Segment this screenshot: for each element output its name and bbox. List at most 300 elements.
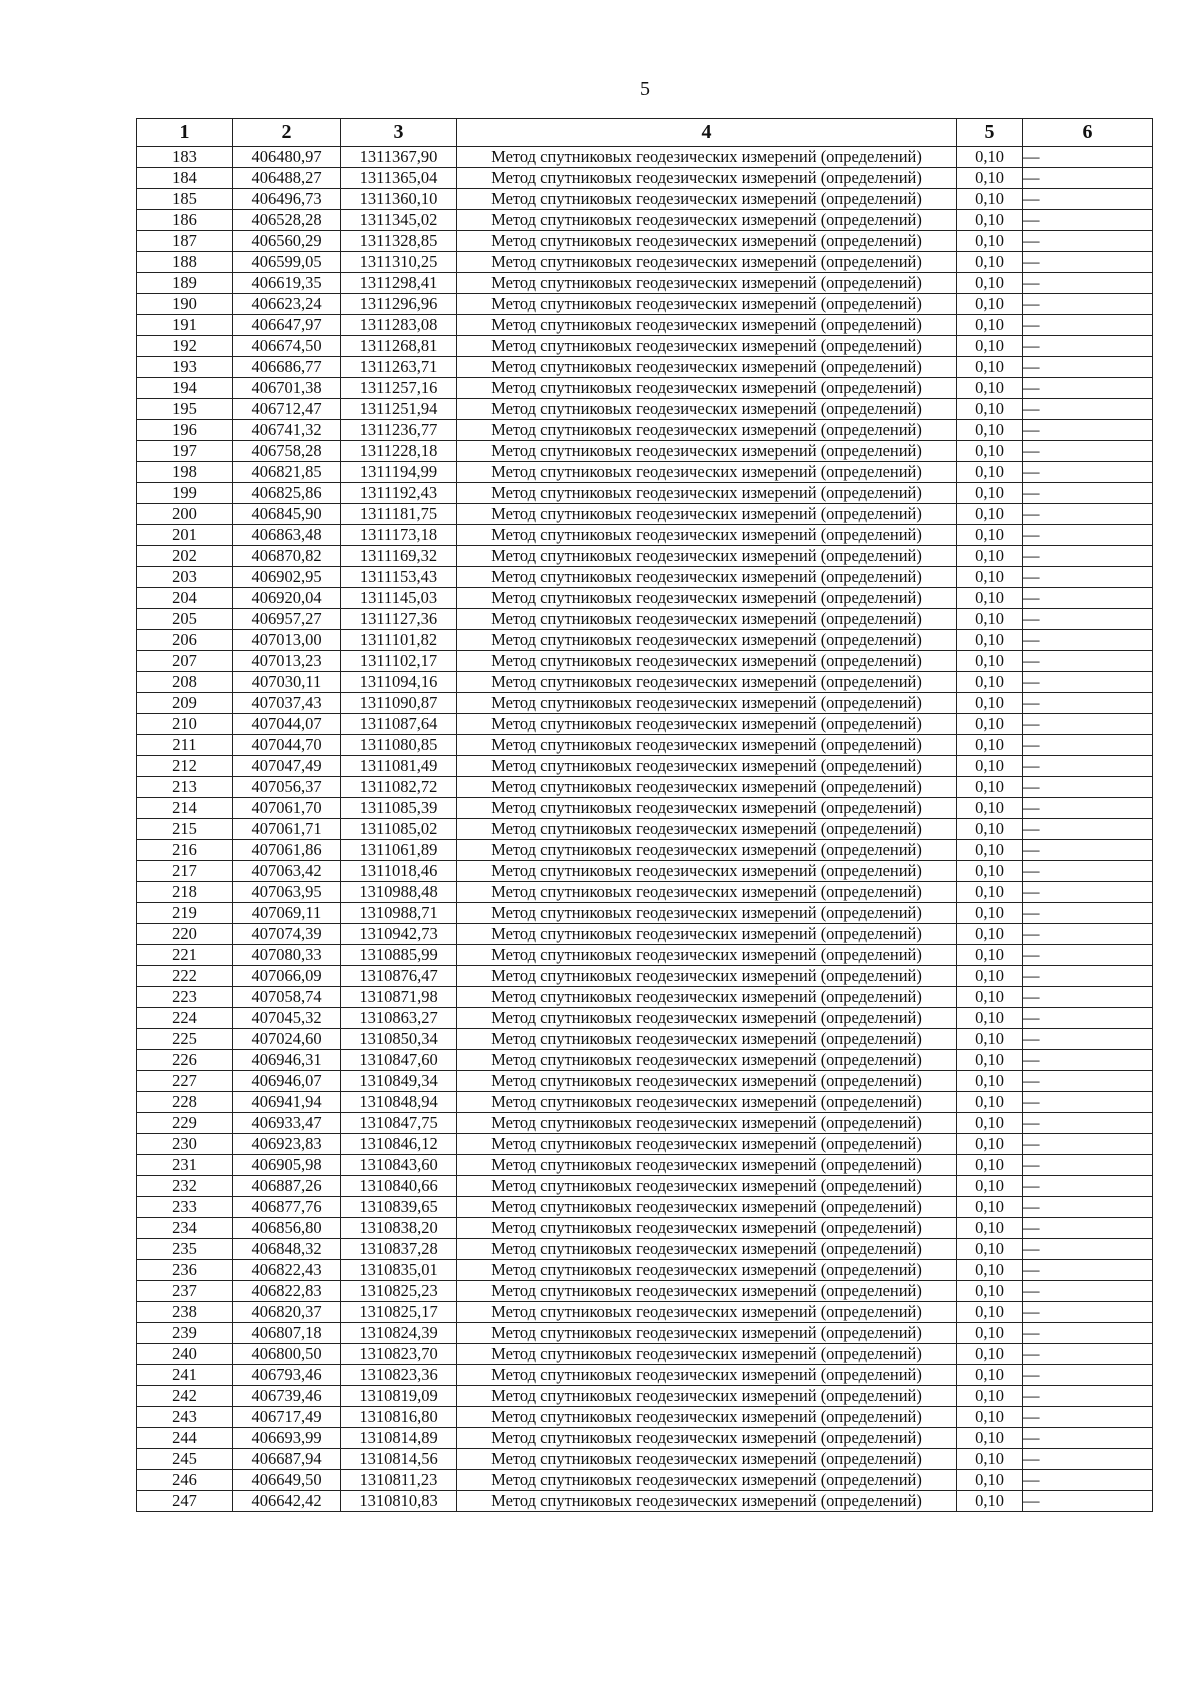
- table-row: [137, 777, 1153, 798]
- method-cell: Метод спутниковых геодезических измерений (определений): [457, 630, 957, 651]
- point-number-cell: 243: [137, 1407, 233, 1428]
- dash-cell: —: [1023, 1428, 1153, 1449]
- coordinate-y-cell: 1311085,39: [341, 798, 457, 819]
- coordinate-x-cell: 407013,23: [233, 651, 341, 672]
- dash-cell: —: [1023, 819, 1153, 840]
- method-cell: Метод спутниковых геодезических измерений (определений): [457, 357, 957, 378]
- coordinate-x-cell: 407061,71: [233, 819, 341, 840]
- coordinate-y-cell: 1311192,43: [341, 483, 457, 504]
- table-row: [137, 945, 1153, 966]
- table-row: [137, 294, 1153, 315]
- precision-cell: 0,10: [957, 903, 1023, 924]
- dash-cell: —: [1023, 441, 1153, 462]
- precision-cell: 0,10: [957, 1029, 1023, 1050]
- precision-cell: 0,10: [957, 357, 1023, 378]
- coordinate-y-cell: 1311080,85: [341, 735, 457, 756]
- dash-cell: —: [1023, 504, 1153, 525]
- precision-cell: 0,10: [957, 168, 1023, 189]
- dash-cell: —: [1023, 609, 1153, 630]
- coordinate-y-cell: 1311257,16: [341, 378, 457, 399]
- dash-cell: —: [1023, 357, 1153, 378]
- column-header: 4: [457, 119, 957, 147]
- point-number-cell: 183: [137, 147, 233, 168]
- table-row: [137, 819, 1153, 840]
- precision-cell: 0,10: [957, 252, 1023, 273]
- table-row: [137, 987, 1153, 1008]
- coordinate-y-cell: 1310863,27: [341, 1008, 457, 1029]
- dash-cell: —: [1023, 1323, 1153, 1344]
- dash-cell: —: [1023, 1386, 1153, 1407]
- point-number-cell: 216: [137, 840, 233, 861]
- coordinate-y-cell: 1311296,96: [341, 294, 457, 315]
- precision-cell: 0,10: [957, 399, 1023, 420]
- precision-cell: 0,10: [957, 945, 1023, 966]
- column-header: 2: [233, 119, 341, 147]
- coordinate-x-cell: 407024,60: [233, 1029, 341, 1050]
- coordinate-x-cell: 406647,97: [233, 315, 341, 336]
- coordinate-y-cell: 1311328,85: [341, 231, 457, 252]
- coordinate-x-cell: 406599,05: [233, 252, 341, 273]
- dash-cell: —: [1023, 966, 1153, 987]
- coordinate-y-cell: 1310988,48: [341, 882, 457, 903]
- coordinate-x-cell: 406905,98: [233, 1155, 341, 1176]
- point-number-cell: 242: [137, 1386, 233, 1407]
- dash-cell: —: [1023, 378, 1153, 399]
- coordinate-x-cell: 407044,07: [233, 714, 341, 735]
- coordinate-x-cell: 406807,18: [233, 1323, 341, 1344]
- table-row: [137, 378, 1153, 399]
- coordinate-x-cell: 406887,26: [233, 1176, 341, 1197]
- dash-cell: —: [1023, 1449, 1153, 1470]
- precision-cell: 0,10: [957, 1344, 1023, 1365]
- coordinate-y-cell: 1311228,18: [341, 441, 457, 462]
- precision-cell: 0,10: [957, 1197, 1023, 1218]
- coordinate-y-cell: 1311345,02: [341, 210, 457, 231]
- coordinate-y-cell: 1311251,94: [341, 399, 457, 420]
- precision-cell: 0,10: [957, 1008, 1023, 1029]
- coordinate-y-cell: 1310885,99: [341, 945, 457, 966]
- precision-cell: 0,10: [957, 609, 1023, 630]
- coordinate-x-cell: 407066,09: [233, 966, 341, 987]
- coordinate-y-cell: 1310848,94: [341, 1092, 457, 1113]
- coordinate-x-cell: 406946,07: [233, 1071, 341, 1092]
- point-number-cell: 238: [137, 1302, 233, 1323]
- coordinate-x-cell: 406848,32: [233, 1239, 341, 1260]
- method-cell: Метод спутниковых геодезических измерений (определений): [457, 168, 957, 189]
- point-number-cell: 188: [137, 252, 233, 273]
- table-row: [137, 861, 1153, 882]
- coordinate-y-cell: 1311101,82: [341, 630, 457, 651]
- coordinate-x-cell: 406941,94: [233, 1092, 341, 1113]
- method-cell: Метод спутниковых геодезических измерений (определений): [457, 861, 957, 882]
- method-cell: Метод спутниковых геодезических измерений (определений): [457, 756, 957, 777]
- method-cell: Метод спутниковых геодезических измерений (определений): [457, 483, 957, 504]
- point-number-cell: 241: [137, 1365, 233, 1386]
- method-cell: Метод спутниковых геодезических измерений (определений): [457, 1050, 957, 1071]
- method-cell: Метод спутниковых геодезических измерений (определений): [457, 1428, 957, 1449]
- dash-cell: —: [1023, 1176, 1153, 1197]
- coordinate-y-cell: 1310847,60: [341, 1050, 457, 1071]
- dash-cell: —: [1023, 315, 1153, 336]
- point-number-cell: 212: [137, 756, 233, 777]
- precision-cell: 0,10: [957, 1449, 1023, 1470]
- table-row: [137, 756, 1153, 777]
- coordinate-x-cell: 407061,70: [233, 798, 341, 819]
- column-header: 1: [137, 119, 233, 147]
- table-row: [137, 504, 1153, 525]
- point-number-cell: 184: [137, 168, 233, 189]
- method-cell: Метод спутниковых геодезических измерений (определений): [457, 231, 957, 252]
- coordinate-x-cell: 406946,31: [233, 1050, 341, 1071]
- method-cell: Метод спутниковых геодезических измерений (определений): [457, 735, 957, 756]
- dash-cell: —: [1023, 189, 1153, 210]
- point-number-cell: 206: [137, 630, 233, 651]
- method-cell: Метод спутниковых геодезических измерений (определений): [457, 714, 957, 735]
- coordinate-x-cell: 406741,32: [233, 420, 341, 441]
- coordinate-x-cell: 407013,00: [233, 630, 341, 651]
- method-cell: Метод спутниковых геодезических измерений (определений): [457, 1386, 957, 1407]
- coordinate-x-cell: 406820,37: [233, 1302, 341, 1323]
- coordinate-x-cell: 406902,95: [233, 567, 341, 588]
- table-row: [137, 1470, 1153, 1491]
- table-row: [137, 840, 1153, 861]
- method-cell: Метод спутниковых геодезических измерений (определений): [457, 1491, 957, 1512]
- dash-cell: —: [1023, 1407, 1153, 1428]
- table-row: [137, 1449, 1153, 1470]
- dash-cell: —: [1023, 252, 1153, 273]
- method-cell: Метод спутниковых геодезических измерений (определений): [457, 378, 957, 399]
- dash-cell: —: [1023, 1134, 1153, 1155]
- method-cell: Метод спутниковых геодезических измерений (определений): [457, 462, 957, 483]
- coordinate-y-cell: 1311181,75: [341, 504, 457, 525]
- coordinate-x-cell: 406739,46: [233, 1386, 341, 1407]
- precision-cell: 0,10: [957, 1218, 1023, 1239]
- method-cell: Метод спутниковых геодезических измерений (определений): [457, 882, 957, 903]
- method-cell: Метод спутниковых геодезических измерений (определений): [457, 1113, 957, 1134]
- coordinate-y-cell: 1311236,77: [341, 420, 457, 441]
- point-number-cell: 202: [137, 546, 233, 567]
- coordinate-x-cell: 406758,28: [233, 441, 341, 462]
- precision-cell: 0,10: [957, 777, 1023, 798]
- table-body: [137, 147, 1153, 1512]
- method-cell: Метод спутниковых геодезических измерений (определений): [457, 903, 957, 924]
- point-number-cell: 185: [137, 189, 233, 210]
- table-row: [137, 609, 1153, 630]
- coordinate-x-cell: 406793,46: [233, 1365, 341, 1386]
- dash-cell: —: [1023, 1365, 1153, 1386]
- table-row: [137, 882, 1153, 903]
- method-cell: Метод спутниковых геодезических измерений (определений): [457, 420, 957, 441]
- coordinate-y-cell: 1310876,47: [341, 966, 457, 987]
- dash-cell: —: [1023, 840, 1153, 861]
- precision-cell: 0,10: [957, 651, 1023, 672]
- point-number-cell: 228: [137, 1092, 233, 1113]
- point-number-cell: 198: [137, 462, 233, 483]
- coordinate-x-cell: 406686,77: [233, 357, 341, 378]
- method-cell: Метод спутниковых геодезических измерений (определений): [457, 1008, 957, 1029]
- table-row: [137, 672, 1153, 693]
- point-number-cell: 194: [137, 378, 233, 399]
- method-cell: Метод спутниковых геодезических измерений (определений): [457, 1134, 957, 1155]
- dash-cell: —: [1023, 714, 1153, 735]
- coordinate-x-cell: 406496,73: [233, 189, 341, 210]
- coordinate-y-cell: 1310816,80: [341, 1407, 457, 1428]
- precision-cell: 0,10: [957, 1050, 1023, 1071]
- point-number-cell: 199: [137, 483, 233, 504]
- point-number-cell: 239: [137, 1323, 233, 1344]
- method-cell: Метод спутниковых геодезических измерений (определений): [457, 336, 957, 357]
- dash-cell: —: [1023, 462, 1153, 483]
- method-cell: Метод спутниковых геодезических измерений (определений): [457, 609, 957, 630]
- coordinate-x-cell: 406560,29: [233, 231, 341, 252]
- dash-cell: —: [1023, 546, 1153, 567]
- coordinate-x-cell: 406488,27: [233, 168, 341, 189]
- coordinate-x-cell: 406845,90: [233, 504, 341, 525]
- method-cell: Метод спутниковых геодезических измерений (определений): [457, 1470, 957, 1491]
- point-number-cell: 204: [137, 588, 233, 609]
- method-cell: Метод спутниковых геодезических измерений (определений): [457, 987, 957, 1008]
- point-number-cell: 220: [137, 924, 233, 945]
- coordinate-y-cell: 1311169,32: [341, 546, 457, 567]
- dash-cell: —: [1023, 777, 1153, 798]
- table-row: [137, 1323, 1153, 1344]
- coordinate-y-cell: 1311367,90: [341, 147, 457, 168]
- method-cell: Метод спутниковых геодезических измерений (определений): [457, 1344, 957, 1365]
- point-number-cell: 230: [137, 1134, 233, 1155]
- coordinate-x-cell: 406863,48: [233, 525, 341, 546]
- dash-cell: —: [1023, 168, 1153, 189]
- table-row: [137, 462, 1153, 483]
- table-row: [137, 693, 1153, 714]
- table-row: [137, 1428, 1153, 1449]
- dash-cell: —: [1023, 420, 1153, 441]
- method-cell: Метод спутниковых геодезических измерений (определений): [457, 525, 957, 546]
- coordinate-x-cell: 406957,27: [233, 609, 341, 630]
- dash-cell: —: [1023, 273, 1153, 294]
- precision-cell: 0,10: [957, 1323, 1023, 1344]
- coordinate-x-cell: 406528,28: [233, 210, 341, 231]
- coordinate-x-cell: 406821,85: [233, 462, 341, 483]
- coordinate-y-cell: 1310825,17: [341, 1302, 457, 1323]
- dash-cell: —: [1023, 1008, 1153, 1029]
- method-cell: Метод спутниковых геодезических измерений (определений): [457, 1239, 957, 1260]
- point-number-cell: 240: [137, 1344, 233, 1365]
- coordinate-y-cell: 1311153,43: [341, 567, 457, 588]
- precision-cell: 0,10: [957, 672, 1023, 693]
- point-number-cell: 217: [137, 861, 233, 882]
- precision-cell: 0,10: [957, 840, 1023, 861]
- point-number-cell: 189: [137, 273, 233, 294]
- dash-cell: —: [1023, 567, 1153, 588]
- method-cell: Метод спутниковых геодезических измерений (определений): [457, 819, 957, 840]
- coordinate-y-cell: 1311283,08: [341, 315, 457, 336]
- dash-cell: —: [1023, 1113, 1153, 1134]
- coordinate-y-cell: 1311268,81: [341, 336, 457, 357]
- dash-cell: —: [1023, 1344, 1153, 1365]
- point-number-cell: 247: [137, 1491, 233, 1512]
- coordinate-x-cell: 407047,49: [233, 756, 341, 777]
- table-row: [137, 567, 1153, 588]
- precision-cell: 0,10: [957, 378, 1023, 399]
- precision-cell: 0,10: [957, 189, 1023, 210]
- point-number-cell: 234: [137, 1218, 233, 1239]
- method-cell: Метод спутниковых геодезических измерений (определений): [457, 1155, 957, 1176]
- precision-cell: 0,10: [957, 1260, 1023, 1281]
- coordinate-y-cell: 1311090,87: [341, 693, 457, 714]
- point-number-cell: 186: [137, 210, 233, 231]
- point-number-cell: 203: [137, 567, 233, 588]
- coordinate-y-cell: 1311085,02: [341, 819, 457, 840]
- table-row: [137, 231, 1153, 252]
- method-cell: Метод спутниковых геодезических измерений (определений): [457, 924, 957, 945]
- coordinate-y-cell: 1310849,34: [341, 1071, 457, 1092]
- precision-cell: 0,10: [957, 588, 1023, 609]
- coordinate-x-cell: 406920,04: [233, 588, 341, 609]
- point-number-cell: 190: [137, 294, 233, 315]
- coordinate-y-cell: 1311360,10: [341, 189, 457, 210]
- coordinate-y-cell: 1310810,83: [341, 1491, 457, 1512]
- precision-cell: 0,10: [957, 1302, 1023, 1323]
- precision-cell: 0,10: [957, 1239, 1023, 1260]
- table-row: [137, 1260, 1153, 1281]
- coordinate-x-cell: 406800,50: [233, 1344, 341, 1365]
- coordinate-x-cell: 406712,47: [233, 399, 341, 420]
- coordinate-x-cell: 407061,86: [233, 840, 341, 861]
- method-cell: Метод спутниковых геодезических измерений (определений): [457, 777, 957, 798]
- table-row: [137, 1386, 1153, 1407]
- table-row: [137, 966, 1153, 987]
- coordinate-x-cell: 407045,32: [233, 1008, 341, 1029]
- point-number-cell: 219: [137, 903, 233, 924]
- point-number-cell: 226: [137, 1050, 233, 1071]
- coordinate-y-cell: 1310814,56: [341, 1449, 457, 1470]
- point-number-cell: 191: [137, 315, 233, 336]
- method-cell: Метод спутниковых геодезических измерений (определений): [457, 441, 957, 462]
- coordinate-x-cell: 406923,83: [233, 1134, 341, 1155]
- method-cell: Метод спутниковых геодезических измерений (определений): [457, 1218, 957, 1239]
- table-row: [137, 630, 1153, 651]
- coordinate-y-cell: 1311018,46: [341, 861, 457, 882]
- dash-cell: —: [1023, 798, 1153, 819]
- table-row: [137, 1155, 1153, 1176]
- method-cell: Метод спутниковых геодезических измерений (определений): [457, 315, 957, 336]
- method-cell: Метод спутниковых геодезических измерений (определений): [457, 672, 957, 693]
- dash-cell: —: [1023, 294, 1153, 315]
- dash-cell: —: [1023, 882, 1153, 903]
- coordinate-y-cell: 1310823,36: [341, 1365, 457, 1386]
- method-cell: Метод спутниковых геодезических измерений (определений): [457, 210, 957, 231]
- table-row: [137, 273, 1153, 294]
- coordinates-table: [136, 118, 1153, 1512]
- table-row: [137, 924, 1153, 945]
- point-number-cell: 193: [137, 357, 233, 378]
- method-cell: Метод спутниковых геодезических измерений (определений): [457, 588, 957, 609]
- coordinate-y-cell: 1310838,20: [341, 1218, 457, 1239]
- method-cell: Метод спутниковых геодезических измерений (определений): [457, 294, 957, 315]
- point-number-cell: 197: [137, 441, 233, 462]
- point-number-cell: 211: [137, 735, 233, 756]
- coordinate-y-cell: 1311094,16: [341, 672, 457, 693]
- table-row: [137, 735, 1153, 756]
- table-row: [137, 252, 1153, 273]
- precision-cell: 0,10: [957, 315, 1023, 336]
- precision-cell: 0,10: [957, 294, 1023, 315]
- precision-cell: 0,10: [957, 798, 1023, 819]
- page-number: 5: [640, 78, 650, 100]
- table-row: [137, 1281, 1153, 1302]
- precision-cell: 0,10: [957, 714, 1023, 735]
- method-cell: Метод спутниковых геодезических измерений (определений): [457, 252, 957, 273]
- table-row: [137, 1050, 1153, 1071]
- table-row: [137, 483, 1153, 504]
- coordinate-x-cell: 406825,86: [233, 483, 341, 504]
- coordinate-y-cell: 1311194,99: [341, 462, 457, 483]
- coordinate-y-cell: 1311081,49: [341, 756, 457, 777]
- point-number-cell: 221: [137, 945, 233, 966]
- dash-cell: —: [1023, 1029, 1153, 1050]
- method-cell: Метод спутниковых геодезических измерений (определений): [457, 693, 957, 714]
- coordinate-x-cell: 406687,94: [233, 1449, 341, 1470]
- point-number-cell: 246: [137, 1470, 233, 1491]
- precision-cell: 0,10: [957, 1470, 1023, 1491]
- dash-cell: —: [1023, 1197, 1153, 1218]
- precision-cell: 0,10: [957, 735, 1023, 756]
- dash-cell: —: [1023, 756, 1153, 777]
- coordinate-x-cell: 406877,76: [233, 1197, 341, 1218]
- table-row: [137, 399, 1153, 420]
- precision-cell: 0,10: [957, 1365, 1023, 1386]
- coordinate-y-cell: 1310819,09: [341, 1386, 457, 1407]
- dash-cell: —: [1023, 861, 1153, 882]
- point-number-cell: 209: [137, 693, 233, 714]
- table-row: [137, 336, 1153, 357]
- coordinate-y-cell: 1311061,89: [341, 840, 457, 861]
- point-number-cell: 224: [137, 1008, 233, 1029]
- table-row: [137, 714, 1153, 735]
- dash-cell: —: [1023, 630, 1153, 651]
- precision-cell: 0,10: [957, 987, 1023, 1008]
- coordinate-x-cell: 407044,70: [233, 735, 341, 756]
- point-number-cell: 201: [137, 525, 233, 546]
- coordinate-x-cell: 407080,33: [233, 945, 341, 966]
- table-row: [137, 1071, 1153, 1092]
- method-cell: Метод спутниковых геодезических измерений (определений): [457, 147, 957, 168]
- precision-cell: 0,10: [957, 1407, 1023, 1428]
- coordinate-x-cell: 406480,97: [233, 147, 341, 168]
- precision-cell: 0,10: [957, 462, 1023, 483]
- point-number-cell: 244: [137, 1428, 233, 1449]
- dash-cell: —: [1023, 672, 1153, 693]
- dash-cell: —: [1023, 1071, 1153, 1092]
- table-row: [137, 588, 1153, 609]
- dash-cell: —: [1023, 1092, 1153, 1113]
- point-number-cell: 210: [137, 714, 233, 735]
- coordinate-x-cell: 406822,83: [233, 1281, 341, 1302]
- table-row: [137, 1491, 1153, 1512]
- table-row: [137, 546, 1153, 567]
- coordinate-x-cell: 407074,39: [233, 924, 341, 945]
- coordinate-x-cell: 407058,74: [233, 987, 341, 1008]
- precision-cell: 0,10: [957, 231, 1023, 252]
- precision-cell: 0,10: [957, 882, 1023, 903]
- precision-cell: 0,10: [957, 441, 1023, 462]
- coordinate-x-cell: 407063,42: [233, 861, 341, 882]
- coordinate-y-cell: 1311365,04: [341, 168, 457, 189]
- coordinate-y-cell: 1310811,23: [341, 1470, 457, 1491]
- coordinate-y-cell: 1311102,17: [341, 651, 457, 672]
- point-number-cell: 218: [137, 882, 233, 903]
- table-header-row: [137, 119, 1153, 147]
